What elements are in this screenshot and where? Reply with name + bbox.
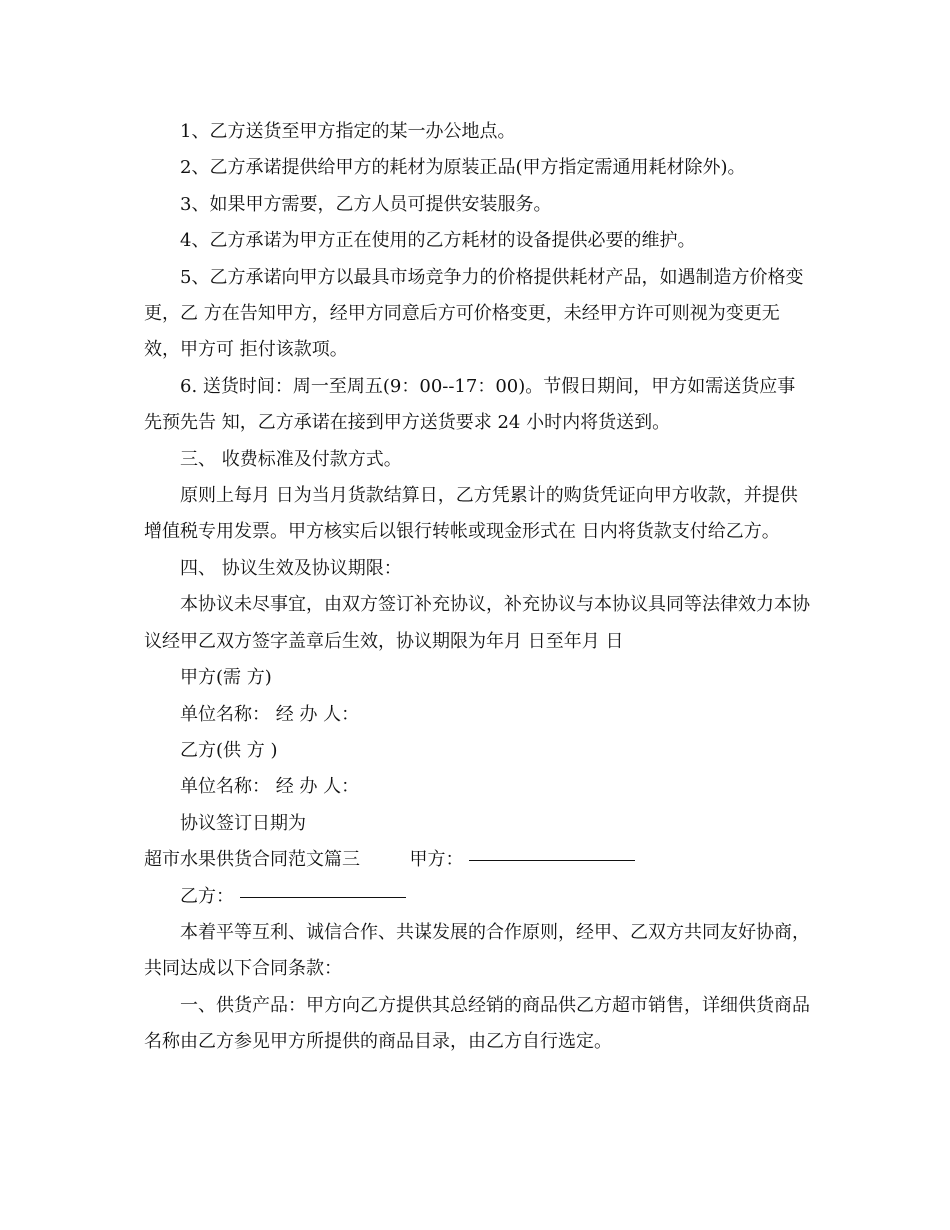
cooperation-principles-paragraph: 本着平等互利、诚信合作、共谋发展的合作原则，经甲、乙双方共同友好协商，共同达成以下合同条款： <box>144 921 810 980</box>
party-b-line <box>144 879 810 915</box>
supply-products-paragraph: 一、供货产品：甲方向乙方提供其总经销的商品供乙方超市销售，详细供货商品名称由乙方参见甲方所提供的商品目录，由乙方自行选定。 <box>144 994 810 1053</box>
party-a-signature-fields: 单位名称： 经 办 人： <box>180 703 360 725</box>
clause-1: 1、乙方送货至甲方指定的某一办公地点。 <box>180 121 516 142</box>
party-b-label: 乙方： <box>180 885 234 907</box>
payment-terms-paragraph: 原则上每月 日为当月货款结算日，乙方凭累计的购货凭证向甲方收款，并提供增值税专用发票。甲方核实后以银行转帐或现金形式在 日内将货款支付给乙方。 <box>144 485 798 543</box>
section-3-heading: 三、 收费标准及付款方式。 <box>180 448 402 470</box>
party-b-underline <box>240 896 406 898</box>
clause-2: 2、乙方承诺提供给甲方的耗材为原装正品(甲方指定需通用耗材除外)。 <box>180 157 746 179</box>
party-a-heading: 甲方(需 方) <box>180 667 272 689</box>
clause-4: 4、乙方承诺为甲方正在使用的乙方耗材的设备提供必要的维护。 <box>180 230 696 252</box>
clause-3: 3、如果甲方需要，乙方人员可提供安装服务。 <box>180 193 552 215</box>
section-4-heading: 四、 协议生效及协议期限： <box>180 557 402 579</box>
document-content <box>144 114 810 1061</box>
party-b-signature-fields: 单位名称： 经 办 人： <box>180 776 360 798</box>
signing-date-line: 协议签订日期为 <box>180 812 306 834</box>
title-party-a-line <box>144 842 810 878</box>
party-a-underline <box>469 859 635 861</box>
party-a-label: 甲方： <box>409 849 464 871</box>
party-b-heading: 乙方(供 方 ) <box>180 739 278 761</box>
clause-6: 6. 送货时间：周一至周五(9：00--17：00)。节假日期间，甲方如需送货应事先预先告 知，乙方承诺在接到甲方送货要求 24 小时内将货送到。 <box>144 375 796 434</box>
agreement-validity-paragraph: 本协议未尽事宜，由双方签订补充协议，补充协议与本协议具同等法律效力本协议经甲乙双方签字盖章后生效，协议期限为年月 日至年月 日 <box>144 594 810 652</box>
contract-title: 超市水果供货合同范文篇三 <box>144 849 360 871</box>
clause-5: 5、乙方承诺向甲方以最具市场竞争力的价格提供耗材产品，如遇制造方价格变更，乙 方在告知甲方，经甲方同意后方可价格变更，未经甲方许可则视为变更无效，甲方可 拒付该款项。 <box>144 266 804 361</box>
